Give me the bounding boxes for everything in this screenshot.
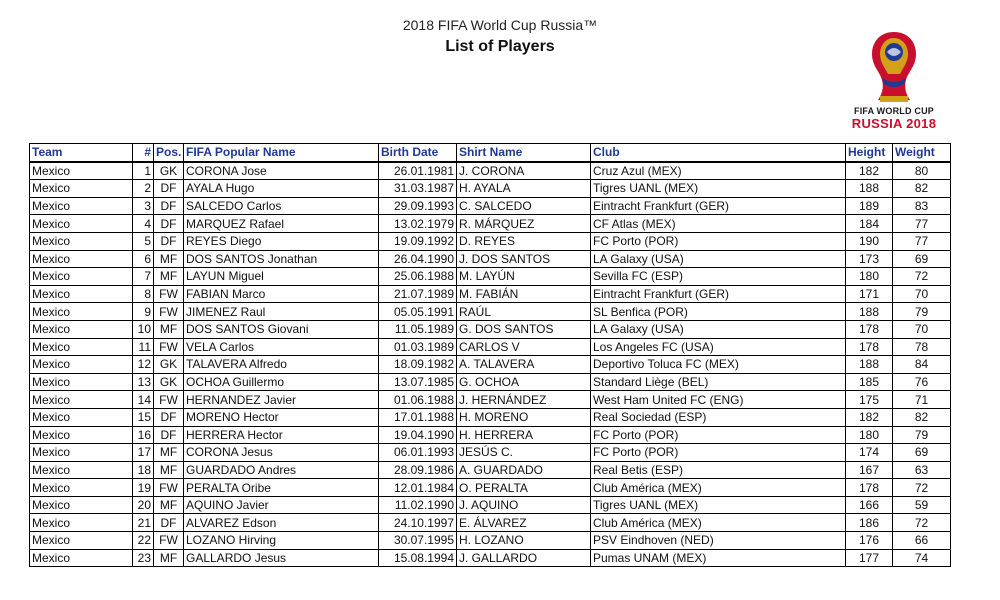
weight-cell: 72: [893, 514, 951, 532]
shirt-name-cell: H. MORENO: [457, 408, 591, 426]
column-header-number: #: [133, 144, 154, 162]
table-row: [30, 532, 951, 550]
position-cell: GK: [154, 356, 184, 374]
shirt-name-cell: H. AYALA: [457, 180, 591, 198]
team-cell: Mexico: [30, 303, 133, 321]
number-cell: 10: [133, 320, 154, 338]
club-cell: FC Porto (POR): [591, 426, 846, 444]
team-cell: Mexico: [30, 232, 133, 250]
birth-date-cell: 19.04.1990: [379, 426, 457, 444]
position-cell: FW: [154, 303, 184, 321]
table-row: [30, 496, 951, 514]
players-table: [29, 143, 951, 567]
column-header-name: FIFA Popular Name: [184, 144, 379, 162]
name-cell: CORONA Jose: [184, 162, 379, 180]
shirt-name-cell: M. FABIÁN: [457, 285, 591, 303]
table-row: [30, 268, 951, 286]
logo-text-line2: RUSSIA 2018: [851, 116, 937, 131]
weight-cell: 80: [893, 162, 951, 180]
team-cell: Mexico: [30, 444, 133, 462]
shirt-name-cell: H. LOZANO: [457, 532, 591, 550]
shirt-name-cell: G. DOS SANTOS: [457, 320, 591, 338]
name-cell: DOS SANTOS Jonathan: [184, 250, 379, 268]
position-cell: MF: [154, 549, 184, 567]
table-row: [30, 373, 951, 391]
club-cell: West Ham United FC (ENG): [591, 391, 846, 409]
world-cup-logo: [842, 28, 946, 132]
weight-cell: 78: [893, 338, 951, 356]
table-row: [30, 162, 951, 180]
birth-date-cell: 25.06.1988: [379, 268, 457, 286]
height-cell: 182: [846, 162, 893, 180]
weight-cell: 76: [893, 373, 951, 391]
birth-date-cell: 11.02.1990: [379, 496, 457, 514]
table-row: [30, 197, 951, 215]
club-cell: LA Galaxy (USA): [591, 320, 846, 338]
club-cell: Eintracht Frankfurt (GER): [591, 285, 846, 303]
height-cell: 182: [846, 408, 893, 426]
height-cell: 178: [846, 320, 893, 338]
players-table-body: [30, 162, 951, 567]
page-title: List of Players: [445, 38, 555, 55]
position-cell: FW: [154, 391, 184, 409]
team-cell: Mexico: [30, 408, 133, 426]
height-cell: 180: [846, 268, 893, 286]
number-cell: 1: [133, 162, 154, 180]
height-cell: 166: [846, 496, 893, 514]
club-cell: LA Galaxy (USA): [591, 250, 846, 268]
birth-date-cell: 01.06.1988: [379, 391, 457, 409]
name-cell: ALVAREZ Edson: [184, 514, 379, 532]
position-cell: DF: [154, 180, 184, 198]
number-cell: 18: [133, 461, 154, 479]
number-cell: 17: [133, 444, 154, 462]
number-cell: 4: [133, 215, 154, 233]
name-cell: AQUINO Javier: [184, 496, 379, 514]
position-cell: GK: [154, 162, 184, 180]
table-row: [30, 549, 951, 567]
name-cell: HERRERA Hector: [184, 426, 379, 444]
team-cell: Mexico: [30, 268, 133, 286]
position-cell: MF: [154, 496, 184, 514]
column-header-weight: Weight: [893, 144, 951, 162]
number-cell: 12: [133, 356, 154, 374]
table-row: [30, 461, 951, 479]
team-cell: Mexico: [30, 356, 133, 374]
weight-cell: 69: [893, 250, 951, 268]
height-cell: 174: [846, 444, 893, 462]
club-cell: Tigres UANL (MEX): [591, 496, 846, 514]
height-cell: 175: [846, 391, 893, 409]
name-cell: FABIAN Marco: [184, 285, 379, 303]
club-cell: Cruz Azul (MEX): [591, 162, 846, 180]
table-row: [30, 250, 951, 268]
number-cell: 21: [133, 514, 154, 532]
height-cell: 178: [846, 479, 893, 497]
team-cell: Mexico: [30, 373, 133, 391]
number-cell: 3: [133, 197, 154, 215]
height-cell: 185: [846, 373, 893, 391]
name-cell: MARQUEZ Rafael: [184, 215, 379, 233]
team-cell: Mexico: [30, 549, 133, 567]
club-cell: FC Porto (POR): [591, 444, 846, 462]
club-cell: Tigres UANL (MEX): [591, 180, 846, 198]
club-cell: Real Sociedad (ESP): [591, 408, 846, 426]
shirt-name-cell: J. CORONA: [457, 162, 591, 180]
height-cell: 178: [846, 338, 893, 356]
shirt-name-cell: J. AQUINO: [457, 496, 591, 514]
table-header-row: [30, 144, 951, 162]
shirt-name-cell: A. TALAVERA: [457, 356, 591, 374]
table-row: [30, 338, 951, 356]
name-cell: JIMENEZ Raul: [184, 303, 379, 321]
birth-date-cell: 26.04.1990: [379, 250, 457, 268]
weight-cell: 79: [893, 426, 951, 444]
team-cell: Mexico: [30, 391, 133, 409]
birth-date-cell: 31.03.1987: [379, 180, 457, 198]
shirt-name-cell: D. REYES: [457, 232, 591, 250]
team-cell: Mexico: [30, 180, 133, 198]
team-cell: Mexico: [30, 215, 133, 233]
column-header-shirt-name: Shirt Name: [457, 144, 591, 162]
weight-cell: 82: [893, 408, 951, 426]
name-cell: GUARDADO Andres: [184, 461, 379, 479]
birth-date-cell: 28.09.1986: [379, 461, 457, 479]
position-cell: MF: [154, 444, 184, 462]
table-row: [30, 391, 951, 409]
weight-cell: 71: [893, 391, 951, 409]
shirt-name-cell: A. GUARDADO: [457, 461, 591, 479]
name-cell: AYALA Hugo: [184, 180, 379, 198]
height-cell: 176: [846, 532, 893, 550]
height-cell: 188: [846, 180, 893, 198]
number-cell: 13: [133, 373, 154, 391]
number-cell: 11: [133, 338, 154, 356]
weight-cell: 63: [893, 461, 951, 479]
number-cell: 8: [133, 285, 154, 303]
weight-cell: 69: [893, 444, 951, 462]
name-cell: REYES Diego: [184, 232, 379, 250]
height-cell: 173: [846, 250, 893, 268]
table-row: [30, 444, 951, 462]
weight-cell: 59: [893, 496, 951, 514]
weight-cell: 72: [893, 268, 951, 286]
team-cell: Mexico: [30, 496, 133, 514]
number-cell: 9: [133, 303, 154, 321]
shirt-name-cell: RAÚL: [457, 303, 591, 321]
team-cell: Mexico: [30, 320, 133, 338]
table-row: [30, 303, 951, 321]
weight-cell: 84: [893, 356, 951, 374]
name-cell: CORONA Jesus: [184, 444, 379, 462]
table-row: [30, 408, 951, 426]
weight-cell: 72: [893, 479, 951, 497]
height-cell: 184: [846, 215, 893, 233]
number-cell: 16: [133, 426, 154, 444]
position-cell: MF: [154, 250, 184, 268]
name-cell: SALCEDO Carlos: [184, 197, 379, 215]
column-header-position: Pos.: [154, 144, 184, 162]
weight-cell: 83: [893, 197, 951, 215]
weight-cell: 82: [893, 180, 951, 198]
birth-date-cell: 05.05.1991: [379, 303, 457, 321]
club-cell: FC Porto (POR): [591, 232, 846, 250]
name-cell: VELA Carlos: [184, 338, 379, 356]
club-cell: Los Angeles FC (USA): [591, 338, 846, 356]
birth-date-cell: 30.07.1995: [379, 532, 457, 550]
name-cell: GALLARDO Jesus: [184, 549, 379, 567]
shirt-name-cell: C. SALCEDO: [457, 197, 591, 215]
shirt-name-cell: R. MÁRQUEZ: [457, 215, 591, 233]
position-cell: MF: [154, 268, 184, 286]
birth-date-cell: 21.07.1989: [379, 285, 457, 303]
height-cell: 188: [846, 356, 893, 374]
position-cell: FW: [154, 532, 184, 550]
shirt-name-cell: E. ÁLVAREZ: [457, 514, 591, 532]
table-row: [30, 356, 951, 374]
table-row: [30, 426, 951, 444]
table-row: [30, 232, 951, 250]
team-cell: Mexico: [30, 250, 133, 268]
birth-date-cell: 26.01.1981: [379, 162, 457, 180]
position-cell: DF: [154, 514, 184, 532]
number-cell: 19: [133, 479, 154, 497]
club-cell: Club América (MEX): [591, 479, 846, 497]
weight-cell: 74: [893, 549, 951, 567]
height-cell: 190: [846, 232, 893, 250]
shirt-name-cell: H. HERRERA: [457, 426, 591, 444]
birth-date-cell: 24.10.1997: [379, 514, 457, 532]
birth-date-cell: 13.02.1979: [379, 215, 457, 233]
weight-cell: 77: [893, 232, 951, 250]
team-cell: Mexico: [30, 479, 133, 497]
club-cell: Club América (MEX): [591, 514, 846, 532]
club-cell: Deportivo Toluca FC (MEX): [591, 356, 846, 374]
position-cell: DF: [154, 426, 184, 444]
column-header-height: Height: [846, 144, 893, 162]
shirt-name-cell: O. PERALTA: [457, 479, 591, 497]
birth-date-cell: 29.09.1993: [379, 197, 457, 215]
weight-cell: 66: [893, 532, 951, 550]
birth-date-cell: 11.05.1989: [379, 320, 457, 338]
position-cell: DF: [154, 408, 184, 426]
birth-date-cell: 06.01.1993: [379, 444, 457, 462]
birth-date-cell: 01.03.1989: [379, 338, 457, 356]
table-row: [30, 180, 951, 198]
shirt-name-cell: JESÚS C.: [457, 444, 591, 462]
name-cell: LOZANO Hirving: [184, 532, 379, 550]
weight-cell: 79: [893, 303, 951, 321]
number-cell: 23: [133, 549, 154, 567]
shirt-name-cell: J. GALLARDO: [457, 549, 591, 567]
team-cell: Mexico: [30, 197, 133, 215]
weight-cell: 70: [893, 285, 951, 303]
shirt-name-cell: J. DOS SANTOS: [457, 250, 591, 268]
event-name: 2018 FIFA World Cup Russia™: [402, 17, 598, 33]
club-cell: Eintracht Frankfurt (GER): [591, 197, 846, 215]
height-cell: 171: [846, 285, 893, 303]
table-row: [30, 285, 951, 303]
shirt-name-cell: CARLOS V: [457, 338, 591, 356]
column-header-birth-date: Birth Date: [379, 144, 457, 162]
team-cell: Mexico: [30, 338, 133, 356]
weight-cell: 77: [893, 215, 951, 233]
shirt-name-cell: G. OCHOA: [457, 373, 591, 391]
team-cell: Mexico: [30, 532, 133, 550]
club-cell: SL Benfica (POR): [591, 303, 846, 321]
height-cell: 186: [846, 514, 893, 532]
table-row: [30, 514, 951, 532]
position-cell: DF: [154, 197, 184, 215]
birth-date-cell: 13.07.1985: [379, 373, 457, 391]
club-cell: PSV Eindhoven (NED): [591, 532, 846, 550]
position-cell: GK: [154, 373, 184, 391]
number-cell: 6: [133, 250, 154, 268]
world-cup-trophy-icon: [864, 28, 924, 108]
name-cell: OCHOA Guillermo: [184, 373, 379, 391]
birth-date-cell: 19.09.1992: [379, 232, 457, 250]
position-cell: MF: [154, 320, 184, 338]
weight-cell: 70: [893, 320, 951, 338]
club-cell: Standard Liège (BEL): [591, 373, 846, 391]
team-cell: Mexico: [30, 426, 133, 444]
number-cell: 2: [133, 180, 154, 198]
column-header-club: Club: [591, 144, 846, 162]
club-cell: CF Atlas (MEX): [591, 215, 846, 233]
position-cell: FW: [154, 338, 184, 356]
birth-date-cell: 15.08.1994: [379, 549, 457, 567]
club-cell: Real Betis (ESP): [591, 461, 846, 479]
number-cell: 14: [133, 391, 154, 409]
number-cell: 20: [133, 496, 154, 514]
team-cell: Mexico: [30, 285, 133, 303]
club-cell: Sevilla FC (ESP): [591, 268, 846, 286]
position-cell: DF: [154, 232, 184, 250]
name-cell: PERALTA Oribe: [184, 479, 379, 497]
name-cell: HERNANDEZ Javier: [184, 391, 379, 409]
number-cell: 15: [133, 408, 154, 426]
birth-date-cell: 12.01.1984: [379, 479, 457, 497]
name-cell: DOS SANTOS Giovani: [184, 320, 379, 338]
shirt-name-cell: M. LAYÚN: [457, 268, 591, 286]
team-cell: Mexico: [30, 461, 133, 479]
birth-date-cell: 18.09.1982: [379, 356, 457, 374]
number-cell: 22: [133, 532, 154, 550]
logo-text-line1: FIFA WORLD CUP: [854, 106, 934, 116]
birth-date-cell: 17.01.1988: [379, 408, 457, 426]
height-cell: 177: [846, 549, 893, 567]
position-cell: MF: [154, 461, 184, 479]
name-cell: TALAVERA Alfredo: [184, 356, 379, 374]
height-cell: 180: [846, 426, 893, 444]
club-cell: Pumas UNAM (MEX): [591, 549, 846, 567]
shirt-name-cell: J. HERNÁNDEZ: [457, 391, 591, 409]
number-cell: 7: [133, 268, 154, 286]
position-cell: FW: [154, 479, 184, 497]
name-cell: LAYUN Miguel: [184, 268, 379, 286]
position-cell: DF: [154, 215, 184, 233]
column-header-team: Team: [30, 144, 133, 162]
team-cell: Mexico: [30, 514, 133, 532]
name-cell: MORENO Hector: [184, 408, 379, 426]
height-cell: 188: [846, 303, 893, 321]
height-cell: 189: [846, 197, 893, 215]
table-row: [30, 479, 951, 497]
team-cell: Mexico: [30, 162, 133, 180]
number-cell: 5: [133, 232, 154, 250]
table-row: [30, 320, 951, 338]
table-row: [30, 215, 951, 233]
position-cell: FW: [154, 285, 184, 303]
height-cell: 167: [846, 461, 893, 479]
